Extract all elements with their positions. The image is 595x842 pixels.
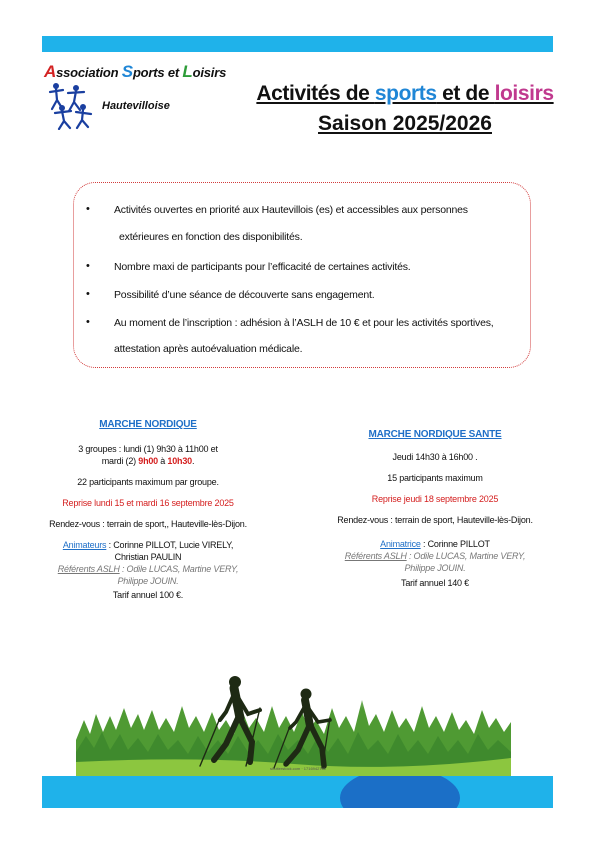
info-item-4-cont: attestation après autoévaluation médicale. — [114, 343, 303, 355]
mn-groups-dot: . — [191, 456, 195, 466]
marche-nordique-title: MARCHE NORDIQUE — [99, 419, 197, 430]
mn-groups-line1: 3 groupes : lundi (1) 9h30 à 11h00 et — [78, 444, 218, 454]
mn-referents-2: Philippe JOUIN. — [117, 576, 179, 586]
ms-animatrice-label: Animatrice — [380, 539, 421, 549]
ms-reprise: Reprise jeudi 18 septembre 2025 — [371, 494, 499, 504]
heading-word-sports: sports — [374, 82, 437, 105]
ms-referents — [322, 550, 548, 562]
page-heading — [240, 82, 570, 136]
marche-sante-section — [322, 429, 548, 589]
heading-part-1: Activités de — [256, 82, 375, 105]
logo-subtitle: Hautevilloise — [102, 100, 170, 112]
logo-cap-s: S — [121, 62, 133, 81]
logo-figures-icon — [46, 80, 94, 130]
mn-groups-a: à — [157, 456, 168, 466]
heading-word-loisirs: loisirs — [494, 82, 554, 105]
mn-participants: 22 participants maximum par groupe. — [77, 477, 219, 487]
mn-referents — [42, 563, 254, 575]
logo-word-3: oisirs — [192, 65, 227, 80]
info-item-3: Possibilité d’une séance de découverte sans engagement. — [114, 289, 375, 301]
nordic-walkers-illustration — [76, 670, 511, 778]
logo-title — [44, 62, 226, 82]
bottom-blue-shape — [340, 776, 460, 808]
logo-cap-l: L — [182, 62, 193, 81]
mn-referents-value: : Odile LUCAS, Martine VERY, — [119, 564, 239, 574]
info-item-4: Au moment de l’inscription : adhésion à l’ASLH de 10 € et pour les activités sportives, — [114, 317, 494, 329]
ms-participants: 15 participants maximum — [387, 473, 483, 483]
mn-referents-label: Référents ASLH — [57, 564, 120, 574]
mn-groups-start: 9h00 — [138, 456, 158, 466]
mn-groups-mardi: mardi (2) — [101, 456, 139, 466]
info-item-2: Nombre maxi de participants pour l’efficacité de certaines activités. — [114, 261, 411, 273]
bullet-icon: • — [86, 288, 90, 300]
logo-word-2: ports et — [132, 65, 183, 80]
mn-animateurs — [42, 539, 254, 551]
ms-referents-label: Référents ASLH — [344, 551, 407, 561]
marche-sante-title: MARCHE NORDIQUE SANTE — [368, 429, 502, 440]
info-box — [73, 182, 531, 368]
heading-part-2: et de — [436, 82, 495, 105]
mn-tarif: Tarif annuel 100 €. — [112, 590, 184, 600]
bottom-accent-bar — [42, 776, 553, 808]
logo-word-1: ssociation — [56, 65, 122, 80]
heading-title — [240, 82, 570, 106]
logo-cap-a: A — [44, 62, 57, 81]
ms-referents-2: Philippe JOUIN. — [404, 563, 466, 573]
mn-animateurs-label: Animateurs — [62, 540, 107, 550]
ms-horaire: Jeudi 14h30 à 16h00 . — [392, 452, 478, 462]
ms-rdv: Rendez-vous : terrain de sport, Hauteville-lès-Dijon. — [337, 515, 533, 525]
mn-rdv: Rendez-vous : terrain de sport,, Hauteville-lès-Dijon. — [49, 519, 247, 529]
mn-groups-end: 10h30 — [167, 456, 192, 466]
mn-animateurs-value: : Corinne PILLOT, Lucie VIRELY, — [106, 540, 234, 550]
heading-season: Saison 2025/2026 — [318, 112, 492, 135]
ms-animatrice — [322, 538, 548, 550]
bullet-icon: • — [86, 203, 90, 215]
info-item-1: Activités ouvertes en priorité aux Hautevillois (es) et accessibles aux personnes — [114, 204, 468, 216]
marche-nordique-section — [42, 419, 254, 601]
ms-referents-value: : Odile LUCAS, Martine VERY, — [406, 551, 526, 561]
top-accent-bar — [42, 36, 553, 52]
mn-animateurs-2: Christian PAULIN — [114, 552, 182, 562]
mn-groups-line2 — [42, 455, 254, 467]
bullet-icon: • — [86, 316, 90, 328]
info-item-1-cont: extérieures en fonction des disponibilités. — [119, 231, 303, 243]
ms-animatrice-value: : Corinne PILLOT — [420, 539, 490, 549]
ms-tarif: Tarif annuel 140 € — [401, 578, 469, 588]
mn-reprise: Reprise lundi 15 et mardi 16 septembre 2025 — [62, 498, 234, 508]
image-credit: shutterstock.com · 1716942781 — [270, 766, 327, 771]
bullet-icon: • — [86, 260, 90, 272]
